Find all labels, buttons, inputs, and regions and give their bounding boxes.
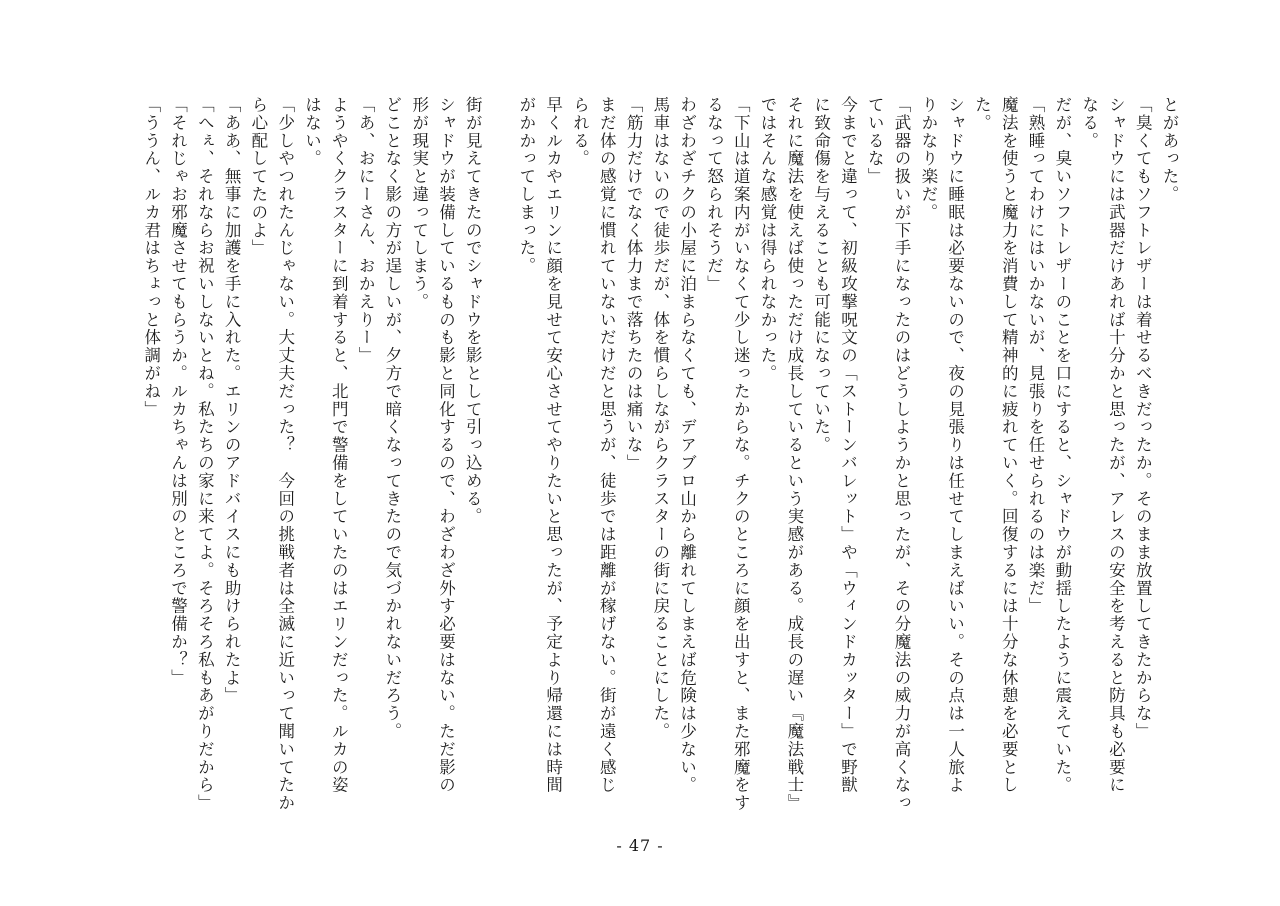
page-number: - 47 -	[616, 836, 664, 855]
text-line: 形が現実と違ってしまう。	[409, 96, 429, 311]
text-line: 「へぇ、それならお祝いしないとね。私たちの家に来てよ。そろそろ私もあがりだから」	[195, 96, 215, 812]
text-line: るなって怒られそうだ」	[704, 96, 724, 293]
text-line: ら心配してたのよ」	[248, 96, 268, 258]
text-line: はない。	[302, 96, 322, 168]
text-line: 「ああ、無事に加護を手に入れた。エリンのアドバイスにも助けられたよ」	[222, 96, 242, 705]
text-line: 早くルカやエリンに顔を見せて安心させてやりたいと思ったが、予定より帰還には時間	[543, 96, 563, 795]
text-line: だが、臭いソフトレザーのことを口にすると、シャドウが動揺したように震えていた。	[1052, 96, 1072, 795]
text-line: に致命傷を与えることも可能になっていた。	[811, 96, 831, 454]
text-line: 「熟睡ってわけにはいかないが、見張りを任せられるのは楽だ」	[1026, 96, 1046, 616]
text-line: まだ体の感覚に慣れていないだけだと思うが、徒歩では距離が稼げない。街が遠く感じ	[597, 96, 617, 795]
text-line: ようやくクラスターに到着すると、北門で警備をしていたのはエリンだった。ルカの姿	[329, 96, 349, 795]
text-line: シャドウには武器だけあれば十分かと思ったが、アレスの安全を考えると防具も必要に	[1106, 96, 1126, 795]
text-line: とがあった。	[1160, 96, 1179, 204]
text-line: 「少しやつれたんじゃない。大丈夫だった？ 今回の挑戦者は全滅に近いって聞いてたか	[275, 96, 295, 812]
text-line: 魔法を使うと魔力を消費して精神的に疲れていく。回復するには十分な休憩を必要とし	[999, 96, 1019, 795]
text-line: ではそんな感覚は得られなかった。	[758, 96, 778, 383]
text-line: 「筋力だけでなく体力まで落ちたのは痛いな」	[624, 96, 644, 472]
text-line: ているな」	[865, 96, 885, 186]
text-line: がかかってしまった。	[516, 96, 536, 275]
text-line: なる。	[1079, 96, 1099, 150]
text-line: それに魔法を使えば使っただけ成長しているという実感がある。成長の遅い『魔法戦士』	[784, 96, 804, 812]
vertical-body-text	[141, 96, 1182, 821]
text-line: どことなく影の方が逞しいが、夕方で暗くなってきたので気づかれないだろう。	[382, 96, 402, 741]
text-line: 「それじゃお邪魔させてもらうか。ルカちゃんは別のところで警備か？」	[168, 96, 188, 687]
blank-line	[485, 96, 512, 821]
text-line: 「ううん、ルカ君はちょっと体調がね」	[141, 96, 161, 419]
text-line: シャドウが装備しているものも影と同化するので、わざわざ外す必要はない。ただ影の	[436, 96, 456, 795]
text-line: 馬車はないので徒歩だが、体を慣らしながらクラスターの街に戻ることにした。	[650, 96, 670, 741]
text-line: シャドウに睡眠は必要ないので、夜の見張りは任せてしまえばいい。その点は一人旅よ	[945, 96, 965, 795]
text-line: りかなり楽だ。	[918, 96, 938, 222]
text-line: 「臭くてもソフトレザーは着せるべきだったか。そのまま放置してきたからな」	[1133, 96, 1153, 741]
text-line: 「武器の扱いが下手になったのはどうしようかと思ったが、その分魔法の威力が高くなっ	[892, 96, 912, 812]
text-line: 今までと違って、初級攻撃呪文の「ストーンバレット」や「ウィンドカッター」で野獣	[838, 96, 858, 795]
text-line: られる。	[570, 96, 590, 168]
text-line: わざわざチクの小屋に泊まらなくても、デアブロ山から離れてしまえば危険は少ない。	[677, 96, 697, 795]
text-line: た。	[972, 96, 992, 132]
text-line: 「あ、おにーさん、おかえりー」	[356, 96, 376, 365]
text-line: 街が見えてきたのでシャドウを影として引っ込める。	[463, 96, 483, 526]
text-line: 「下山は道案内がいなくて少し迷ったからな。チクのところに顔を出すと、また邪魔をす	[731, 96, 751, 812]
